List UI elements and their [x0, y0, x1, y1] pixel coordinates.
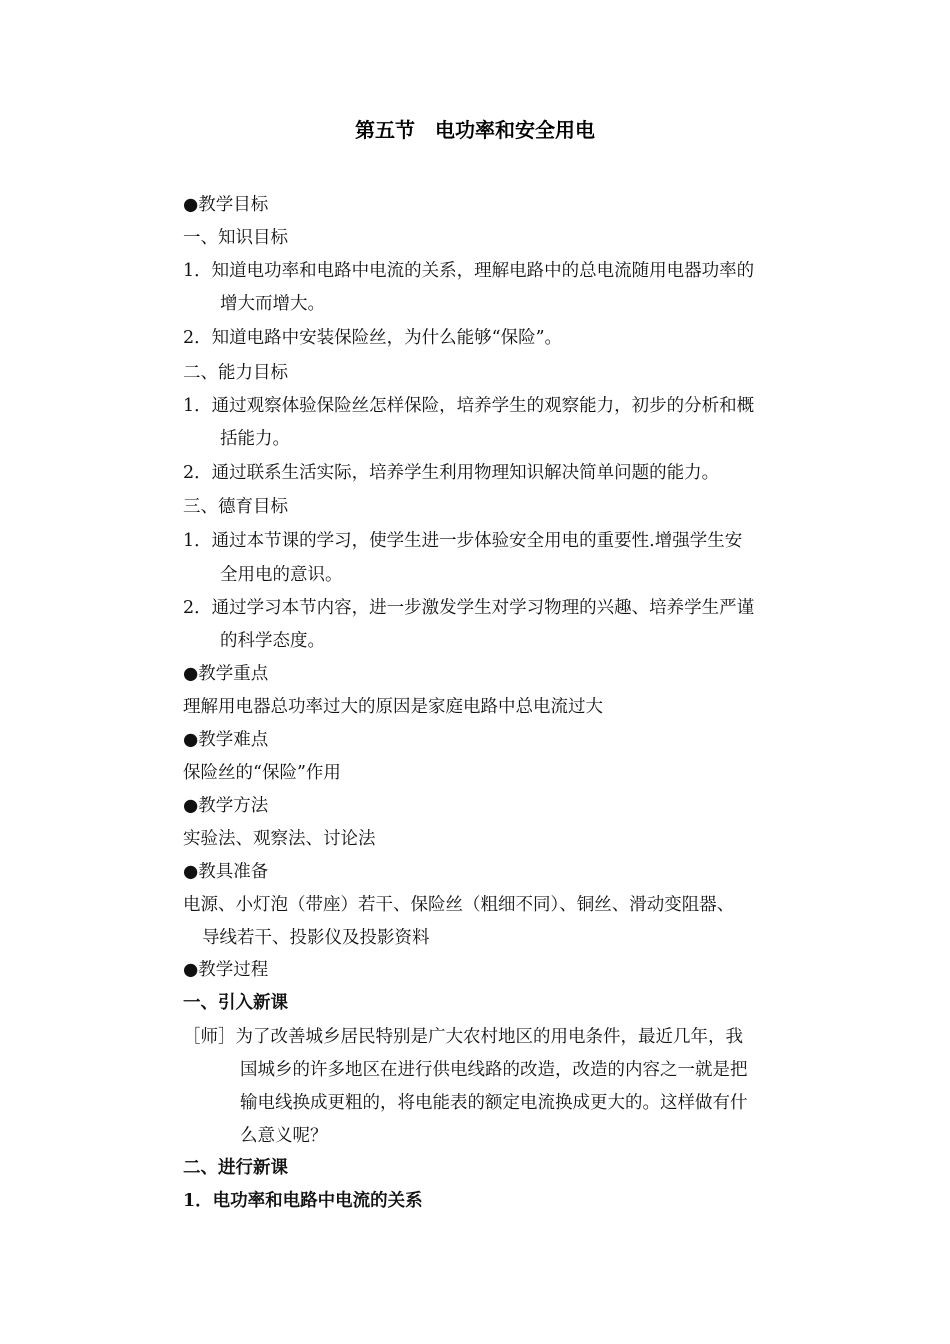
subheading-knowledge-goals: 一、知识目标: [183, 228, 288, 248]
paragraph-text: 理解用电器总功率过大的原因是家庭电路中总电流过大: [183, 697, 603, 717]
list-item-continuation: 增大而增大。: [220, 294, 325, 314]
paragraph-text: 电源、小灯泡（带座）若干、保险丝（粗细不同）、铜丝、滑动变阻器、: [183, 895, 735, 915]
paragraph-continuation: 导线若干、投影仪及投影资料: [202, 928, 430, 948]
paragraph-text: 实验法、观察法、讨论法: [183, 829, 376, 849]
subheading-new-lesson: 二、进行新课: [183, 1158, 288, 1178]
subheading-ability-goals: 二、能力目标: [183, 363, 288, 383]
list-item-text: 2．通过学习本节内容，进一步激发学生对学习物理的兴趣、培养学生严谨: [183, 598, 755, 618]
document-title: 第五节 电功率和安全用电: [355, 118, 595, 142]
subheading-moral-goals: 三、德育目标: [183, 497, 288, 517]
list-item-text: 1．通过观察体验保险丝怎样保险，培养学生的观察能力，初步的分析和概: [183, 396, 755, 416]
teacher-dialogue-continuation: 么意义呢？: [240, 1126, 328, 1146]
subheading-power-current-relation: 1．电功率和电路中电流的关系: [183, 1191, 423, 1211]
section-heading-methods: ●教学方法: [183, 796, 269, 816]
section-heading-process: ●教学过程: [183, 960, 269, 980]
list-item-text: 1．通过本节课的学习，使学生进一步体验安全用电的重要性.增强学生安: [183, 531, 743, 551]
subheading-introduction: 一、引入新课: [183, 993, 288, 1013]
teacher-dialogue-continuation: 国城乡的许多地区在进行供电线路的改造，改造的内容之一就是把: [240, 1060, 748, 1080]
list-item-text: 2．知道电路中安装保险丝，为什么能够“保险”。: [183, 328, 563, 348]
list-item-text: 2．通过联系生活实际，培养学生利用物理知识解决简单问题的能力。: [183, 463, 720, 483]
teacher-dialogue-continuation: 输电线换成更粗的，将电能表的额定电流换成更大的。这样做有什: [240, 1093, 748, 1113]
list-item-continuation: 括能力。: [220, 429, 290, 449]
list-item-text: 1．知道电功率和电路中电流的关系，理解电路中的总电流随用电器功率的: [183, 261, 755, 281]
section-heading-teaching-goals: ●教学目标: [183, 195, 269, 215]
list-item-continuation: 的科学态度。: [220, 631, 325, 651]
section-heading-difficulties: ●教学难点: [183, 730, 269, 750]
paragraph-text: 保险丝的“保险”作用: [183, 763, 341, 783]
section-heading-equipment: ●教具准备: [183, 862, 269, 882]
section-heading-key-points: ●教学重点: [183, 664, 269, 684]
list-item-continuation: 全用电的意识。: [220, 565, 343, 585]
teacher-dialogue: ［师］为了改善城乡居民特别是广大农村地区的用电条件，最近几年，我: [183, 1027, 743, 1047]
